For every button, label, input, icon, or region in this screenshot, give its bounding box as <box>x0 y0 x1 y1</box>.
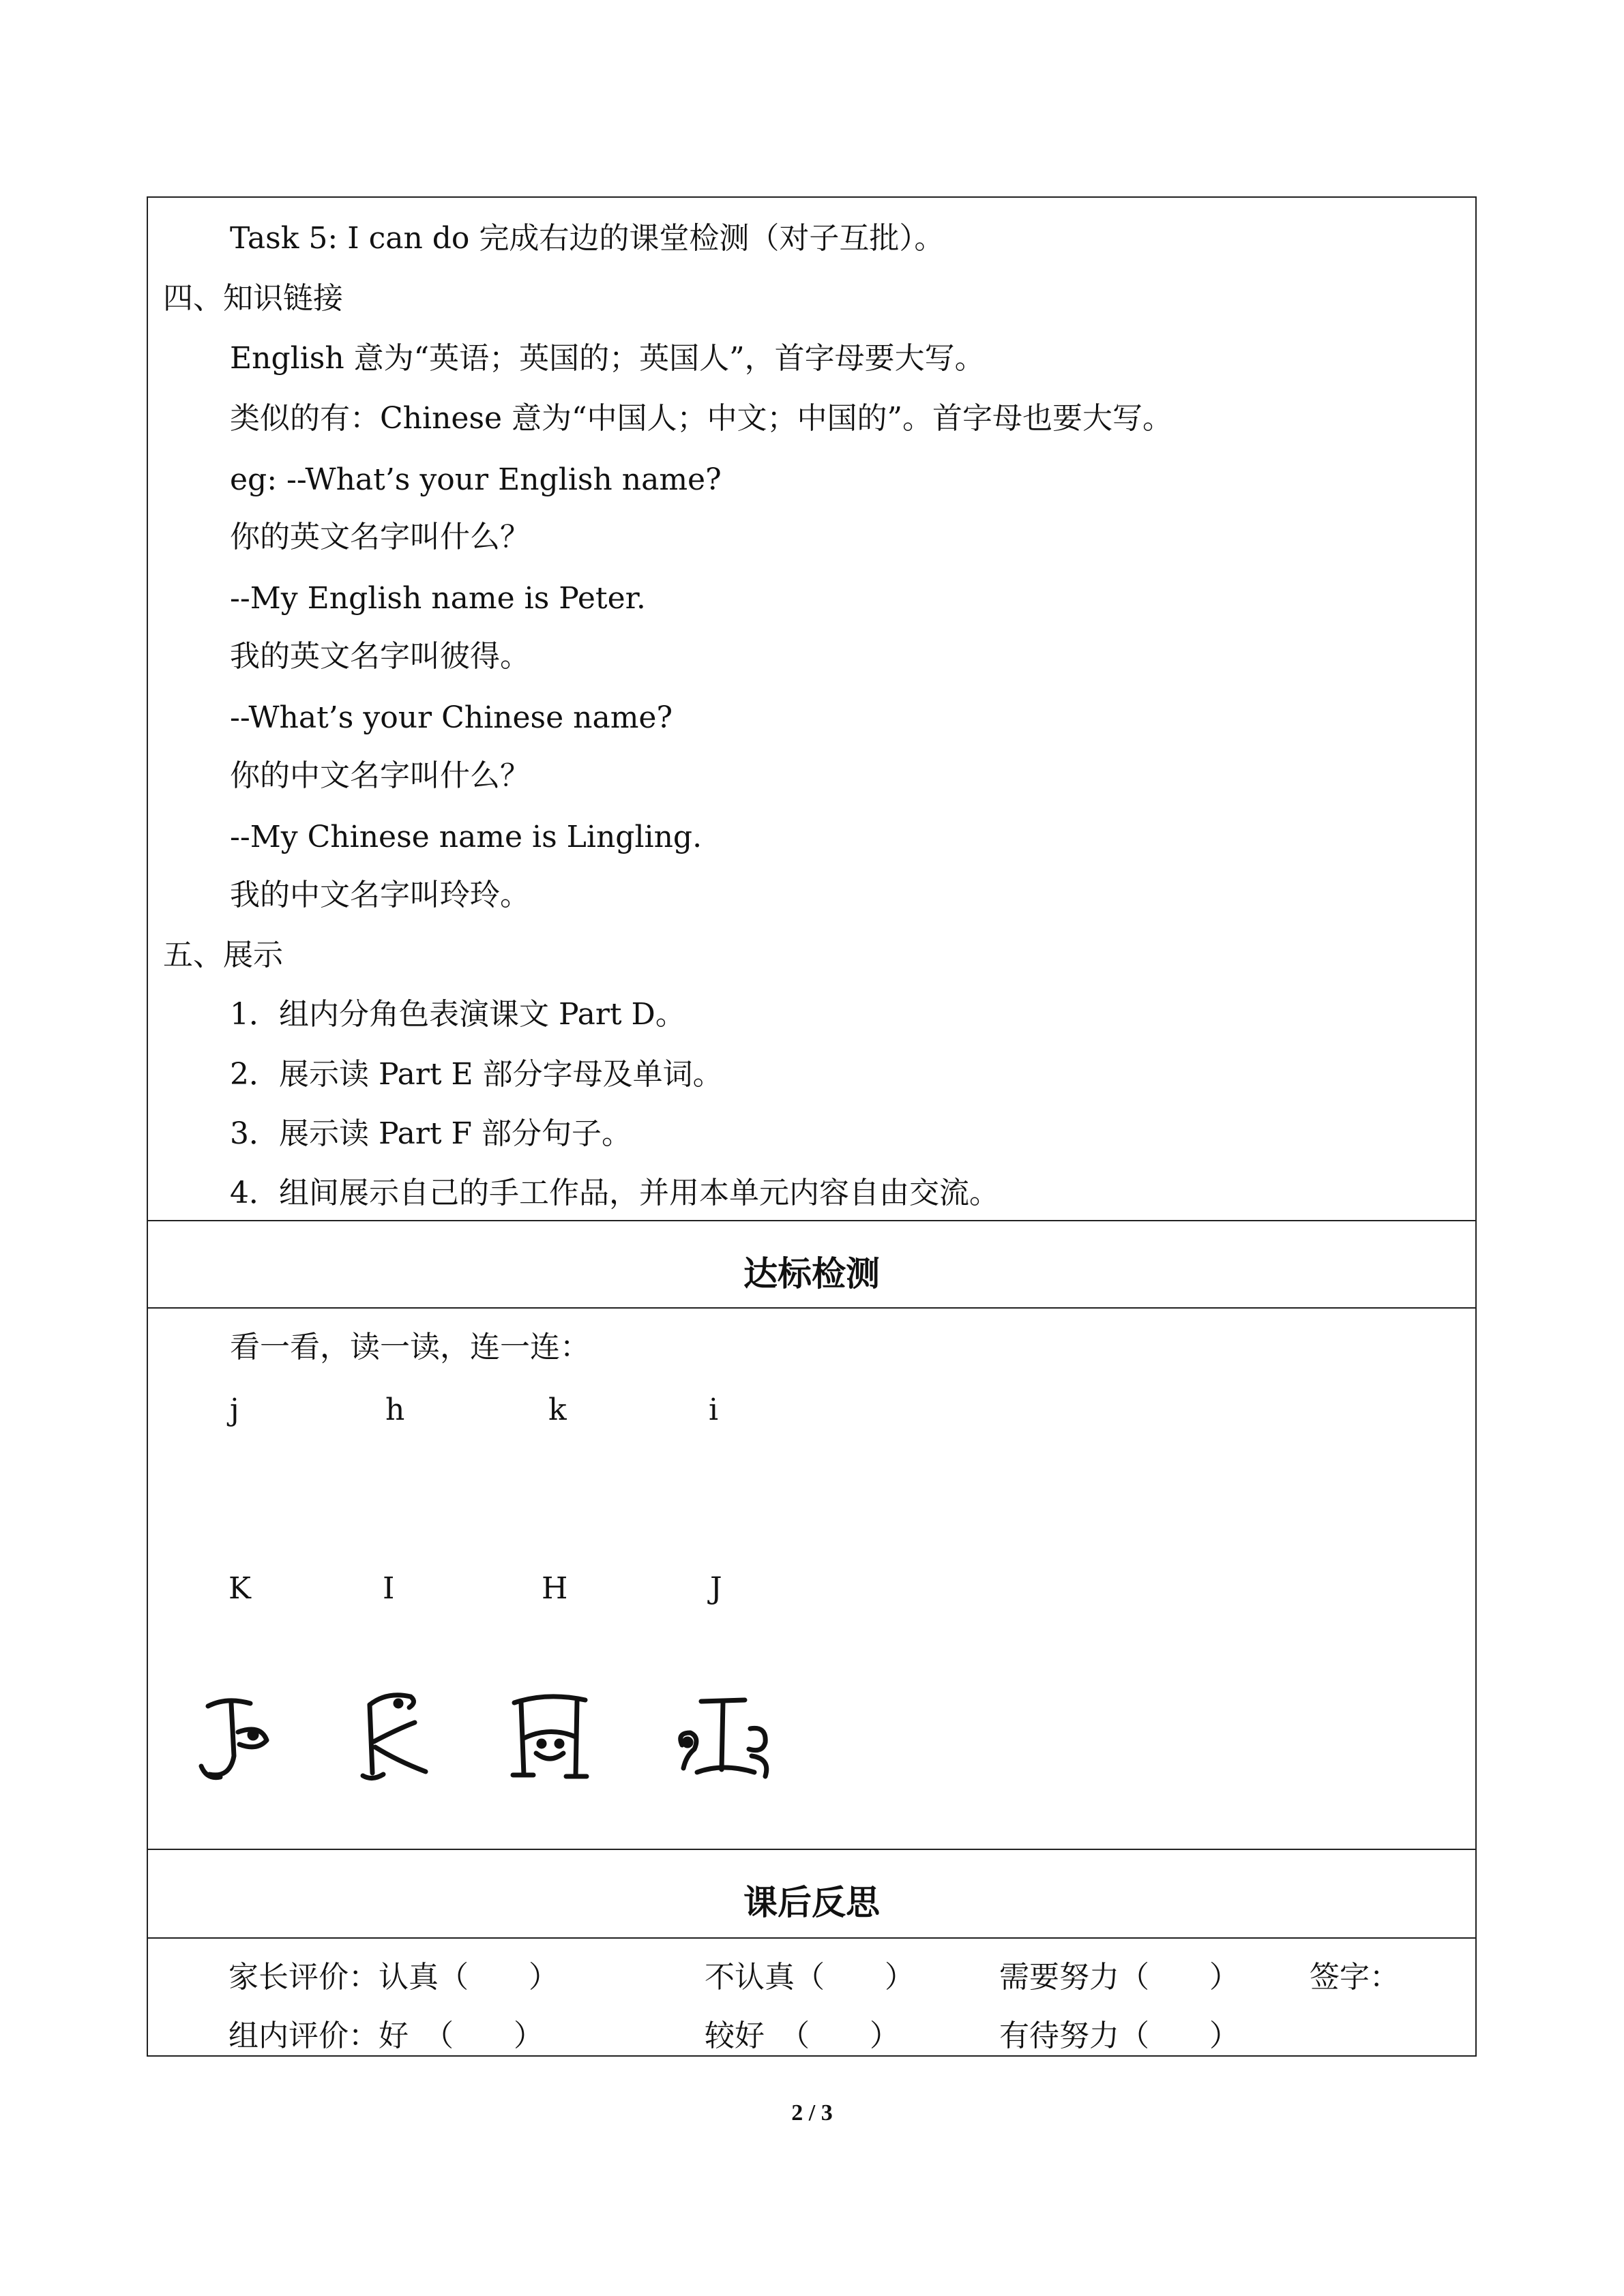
section5-item: 2．展示读 Part E 部分字母及单词。 <box>230 1057 723 1092</box>
assessment-instruction: 看一看，读一读，连一连： <box>230 1330 590 1365</box>
parent-evaluation-not-serious: 不认真（ ） <box>705 1960 915 1995</box>
parent-evaluation-serious: 家长评价：认真（ ） <box>228 1960 559 1995</box>
parent-evaluation-needs-effort: 需要努力（ ） <box>999 1960 1239 1995</box>
section5-item: 4．组间展示自己的手工作品，并用本单元内容自由交流。 <box>230 1176 999 1210</box>
row-divider <box>148 1307 1475 1309</box>
uppercase-letter: J <box>710 1571 722 1606</box>
section5-heading: 五、展示 <box>163 938 283 972</box>
section4-line: English 意为“英语；英国的；英国人”，首字母要大写。 <box>230 341 985 376</box>
section4-line: 类似的有：Chinese 意为“中国人；中文；中国的”。首字母也要大写。 <box>230 401 1173 436</box>
section5-item: 3．展示读 Part F 部分句子。 <box>230 1116 632 1151</box>
assessment-title: 达标检测 <box>743 1254 880 1294</box>
letter-h-doodle <box>506 1688 595 1783</box>
section4-line: 你的英文名字叫什么？ <box>230 520 530 554</box>
uppercase-letter: I <box>383 1571 395 1606</box>
section4-line: eg: --What’s your English name? <box>230 462 722 497</box>
section4-line: 我的中文名字叫玲玲。 <box>230 878 530 912</box>
section4-line: 我的英文名字叫彼得。 <box>230 639 530 674</box>
row-divider <box>148 1937 1475 1939</box>
section4-heading: 四、知识链接 <box>163 281 343 316</box>
section4-line: --My Chinese name is Lingling. <box>230 820 703 854</box>
uppercase-letter: H <box>542 1571 568 1606</box>
lowercase-letter: h <box>385 1392 405 1427</box>
group-evaluation-to-improve: 有待努力（ ） <box>999 2018 1239 2053</box>
lowercase-letter: i <box>709 1392 719 1427</box>
row-divider <box>148 1220 1475 1221</box>
page-number: 2 / 3 <box>791 2100 833 2126</box>
row-divider <box>148 1849 1475 1850</box>
section4-line: --What’s your Chinese name? <box>230 700 673 735</box>
letter-i-doodle <box>670 1688 779 1790</box>
reflection-title: 课后反思 <box>743 1883 880 1922</box>
section5-item: 1．组内分角色表演课文 Part D。 <box>230 997 685 1032</box>
signature-label: 签字： <box>1310 1960 1400 1995</box>
letter-j-doodle <box>196 1691 284 1787</box>
letter-k-doodle <box>349 1684 438 1787</box>
group-evaluation-better: 较好 （ ） <box>705 2018 900 2053</box>
group-evaluation-good: 组内评价：好 （ ） <box>228 2018 544 2053</box>
uppercase-letter: K <box>228 1571 251 1606</box>
lowercase-letter: k <box>548 1392 567 1427</box>
lesson-table <box>147 196 1477 2057</box>
section4-line: 你的中文名字叫什么？ <box>230 758 530 793</box>
section4-line: --My English name is Peter. <box>230 581 646 616</box>
task5-line: Task 5: I can do 完成右边的课堂检测（对子互批）。 <box>230 221 945 256</box>
lowercase-letter: j <box>230 1392 239 1427</box>
